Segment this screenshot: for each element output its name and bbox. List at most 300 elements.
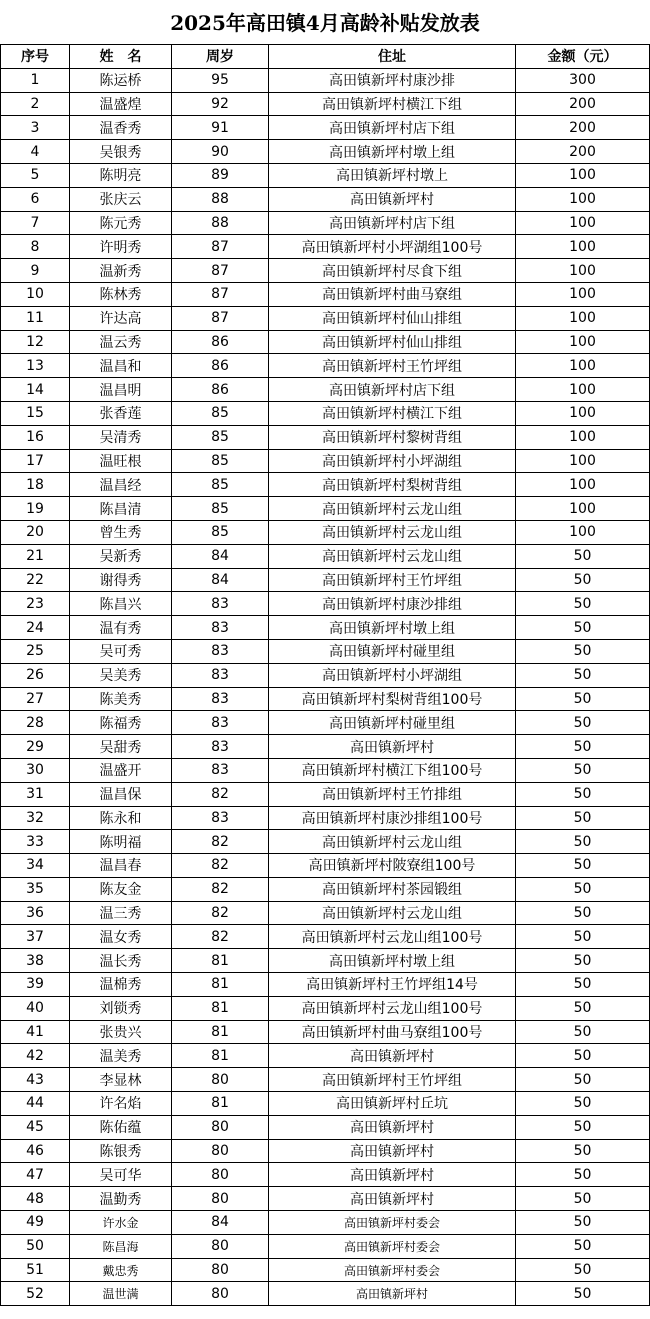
cell-amount: 100 [516,282,650,306]
header-amount: 金额（元） [516,45,650,69]
table-row [1,1092,650,1116]
cell-address: 高田镇新坪村委会 [269,1234,516,1258]
cell-age: 87 [172,306,269,330]
cell-serial: 8 [1,235,70,259]
cell-address: 高田镇新坪村王竹坪组14号 [269,973,516,997]
cell-amount: 50 [516,711,650,735]
cell-serial: 40 [1,996,70,1020]
cell-serial: 15 [1,401,70,425]
cell-address: 高田镇新坪村尽食下组 [269,259,516,283]
cell-amount: 100 [516,425,650,449]
cell-age: 83 [172,687,269,711]
table-row [1,401,650,425]
table-row [1,782,650,806]
cell-serial: 44 [1,1092,70,1116]
cell-name: 吴银秀 [70,140,172,164]
cell-age: 83 [172,758,269,782]
cell-serial: 14 [1,378,70,402]
cell-address: 高田镇新坪村 [269,1139,516,1163]
table-row [1,1139,650,1163]
cell-serial: 35 [1,877,70,901]
cell-age: 81 [172,1044,269,1068]
table-row [1,568,650,592]
cell-serial: 51 [1,1258,70,1282]
table-row [1,187,650,211]
cell-name: 陈运桥 [70,68,172,92]
cell-serial: 47 [1,1163,70,1187]
cell-name: 温昌保 [70,782,172,806]
cell-serial: 50 [1,1234,70,1258]
cell-amount: 50 [516,901,650,925]
cell-age: 86 [172,330,269,354]
cell-name: 戴忠秀 [70,1258,172,1282]
cell-amount: 50 [516,616,650,640]
table-row [1,520,650,544]
table-row [1,497,650,521]
table-row [1,140,650,164]
cell-name: 许达高 [70,306,172,330]
cell-address: 高田镇新坪村店下组 [269,211,516,235]
table-row [1,735,650,759]
cell-address: 高田镇新坪村墩上组 [269,949,516,973]
cell-age: 90 [172,140,269,164]
header-address: 住址 [269,45,516,69]
cell-name: 温美秀 [70,1044,172,1068]
cell-age: 80 [172,1258,269,1282]
cell-amount: 50 [516,639,650,663]
cell-address: 高田镇新坪村墩上 [269,163,516,187]
table-row [1,1115,650,1139]
cell-amount: 50 [516,1211,650,1235]
table-row [1,544,650,568]
cell-age: 92 [172,92,269,116]
cell-address: 高田镇新坪村王竹排组 [269,782,516,806]
table-row [1,758,650,782]
table-body [1,68,650,1305]
cell-age: 80 [172,1163,269,1187]
table-row [1,996,650,1020]
cell-name: 温香秀 [70,116,172,140]
cell-name: 刘锁秀 [70,996,172,1020]
cell-serial: 46 [1,1139,70,1163]
cell-age: 85 [172,520,269,544]
cell-serial: 6 [1,187,70,211]
cell-amount: 50 [516,1068,650,1092]
table-row [1,330,650,354]
cell-name: 张香莲 [70,401,172,425]
table-row [1,1187,650,1211]
cell-age: 83 [172,639,269,663]
cell-address: 高田镇新坪村曲马寮组 [269,282,516,306]
cell-age: 84 [172,544,269,568]
table-row [1,259,650,283]
table-row [1,425,650,449]
table-row [1,711,650,735]
cell-amount: 50 [516,782,650,806]
cell-address: 高田镇新坪村 [269,1044,516,1068]
cell-amount: 200 [516,116,650,140]
cell-amount: 100 [516,473,650,497]
cell-amount: 100 [516,235,650,259]
cell-amount: 100 [516,401,650,425]
cell-name: 陈美秀 [70,687,172,711]
cell-name: 陈林秀 [70,282,172,306]
cell-serial: 29 [1,735,70,759]
cell-address: 高田镇新坪村曲马寮组100号 [269,1020,516,1044]
cell-name: 温云秀 [70,330,172,354]
cell-amount: 50 [516,735,650,759]
cell-address: 高田镇新坪村 [269,187,516,211]
cell-serial: 22 [1,568,70,592]
cell-serial: 3 [1,116,70,140]
cell-serial: 10 [1,282,70,306]
cell-serial: 39 [1,973,70,997]
table-row [1,1163,650,1187]
cell-serial: 25 [1,639,70,663]
table-row [1,282,650,306]
cell-age: 80 [172,1282,269,1306]
header-serial: 序号 [1,45,70,69]
cell-amount: 50 [516,973,650,997]
table-row [1,1234,650,1258]
cell-name: 曾生秀 [70,520,172,544]
cell-age: 82 [172,854,269,878]
table-row [1,235,650,259]
cell-serial: 17 [1,449,70,473]
cell-address: 高田镇新坪村 [269,1187,516,1211]
table-row [1,854,650,878]
table-row [1,306,650,330]
cell-age: 86 [172,354,269,378]
cell-age: 84 [172,1211,269,1235]
cell-age: 88 [172,187,269,211]
table-header-row [1,45,650,69]
table-row [1,806,650,830]
cell-name: 陈佑蕴 [70,1115,172,1139]
cell-address: 高田镇新坪村店下组 [269,116,516,140]
table-row [1,354,650,378]
cell-amount: 50 [516,1258,650,1282]
cell-serial: 34 [1,854,70,878]
cell-amount: 50 [516,1163,650,1187]
cell-age: 80 [172,1187,269,1211]
cell-address: 高田镇新坪村仙山排组 [269,330,516,354]
cell-age: 83 [172,806,269,830]
cell-serial: 26 [1,663,70,687]
table-row [1,92,650,116]
cell-age: 80 [172,1115,269,1139]
cell-age: 81 [172,996,269,1020]
cell-age: 86 [172,378,269,402]
cell-address: 高田镇新坪村云龙山组 [269,830,516,854]
cell-name: 温昌春 [70,854,172,878]
cell-amount: 100 [516,520,650,544]
table-row [1,830,650,854]
cell-address: 高田镇新坪村 [269,1163,516,1187]
cell-age: 83 [172,663,269,687]
table-row [1,592,650,616]
table-row [1,687,650,711]
cell-amount: 50 [516,1282,650,1306]
cell-name: 温盛开 [70,758,172,782]
cell-serial: 31 [1,782,70,806]
cell-serial: 38 [1,949,70,973]
cell-address: 高田镇新坪村王竹坪组 [269,568,516,592]
cell-serial: 7 [1,211,70,235]
cell-amount: 50 [516,1234,650,1258]
cell-age: 91 [172,116,269,140]
cell-age: 84 [172,568,269,592]
cell-address: 高田镇新坪村梨树背组100号 [269,687,516,711]
cell-address: 高田镇新坪村委会 [269,1211,516,1235]
table-row [1,639,650,663]
cell-name: 陈昌清 [70,497,172,521]
cell-amount: 50 [516,854,650,878]
cell-age: 81 [172,949,269,973]
table-row [1,1282,650,1306]
table-row [1,1258,650,1282]
cell-age: 89 [172,163,269,187]
cell-name: 李显林 [70,1068,172,1092]
cell-address: 高田镇新坪村云龙山组100号 [269,996,516,1020]
cell-age: 85 [172,473,269,497]
cell-amount: 50 [516,592,650,616]
cell-serial: 5 [1,163,70,187]
cell-name: 吴美秀 [70,663,172,687]
cell-name: 谢得秀 [70,568,172,592]
cell-name: 温三秀 [70,901,172,925]
cell-age: 87 [172,259,269,283]
cell-serial: 23 [1,592,70,616]
cell-serial: 1 [1,68,70,92]
cell-name: 陈昌兴 [70,592,172,616]
cell-age: 82 [172,830,269,854]
cell-name: 温昌和 [70,354,172,378]
cell-age: 85 [172,401,269,425]
table-row [1,901,650,925]
cell-amount: 50 [516,877,650,901]
cell-age: 80 [172,1068,269,1092]
subsidy-table [0,44,650,1306]
cell-age: 83 [172,711,269,735]
cell-address: 高田镇新坪村横江下组 [269,92,516,116]
cell-address: 高田镇新坪村店下组 [269,378,516,402]
cell-name: 温世满 [70,1282,172,1306]
cell-amount: 50 [516,687,650,711]
cell-serial: 42 [1,1044,70,1068]
cell-amount: 50 [516,1139,650,1163]
cell-amount: 50 [516,1187,650,1211]
table-row [1,1068,650,1092]
cell-name: 陈友金 [70,877,172,901]
cell-amount: 50 [516,806,650,830]
cell-name: 张贵兴 [70,1020,172,1044]
cell-address: 高田镇新坪村云龙山组 [269,901,516,925]
cell-serial: 4 [1,140,70,164]
cell-serial: 41 [1,1020,70,1044]
cell-age: 95 [172,68,269,92]
cell-age: 87 [172,282,269,306]
cell-amount: 50 [516,758,650,782]
cell-amount: 100 [516,259,650,283]
table-row [1,1044,650,1068]
table-row [1,163,650,187]
cell-name: 陈明福 [70,830,172,854]
cell-serial: 32 [1,806,70,830]
cell-address: 高田镇新坪村墩上组 [269,140,516,164]
cell-age: 81 [172,1092,269,1116]
cell-serial: 11 [1,306,70,330]
cell-amount: 50 [516,1044,650,1068]
cell-address: 高田镇新坪村碰里组 [269,639,516,663]
cell-address: 高田镇新坪村碰里组 [269,711,516,735]
cell-amount: 50 [516,1115,650,1139]
cell-name: 许明秀 [70,235,172,259]
table-row [1,973,650,997]
cell-amount: 100 [516,378,650,402]
cell-amount: 100 [516,187,650,211]
cell-address: 高田镇新坪村云龙山组 [269,544,516,568]
cell-address: 高田镇新坪村小坪湖组 [269,663,516,687]
header-name: 姓 名 [70,45,172,69]
cell-name: 温长秀 [70,949,172,973]
cell-serial: 45 [1,1115,70,1139]
cell-address: 高田镇新坪村横江下组 [269,401,516,425]
cell-amount: 200 [516,92,650,116]
cell-name: 温勤秀 [70,1187,172,1211]
table-row [1,925,650,949]
cell-serial: 49 [1,1211,70,1235]
cell-amount: 100 [516,497,650,521]
cell-age: 85 [172,497,269,521]
cell-address: 高田镇新坪村 [269,735,516,759]
table-row [1,116,650,140]
cell-address: 高田镇新坪村王竹坪组 [269,354,516,378]
cell-age: 85 [172,425,269,449]
cell-address: 高田镇新坪村丘坑 [269,1092,516,1116]
cell-address: 高田镇新坪村横江下组100号 [269,758,516,782]
cell-address: 高田镇新坪村康沙排组100号 [269,806,516,830]
cell-serial: 36 [1,901,70,925]
cell-serial: 27 [1,687,70,711]
cell-amount: 300 [516,68,650,92]
cell-address: 高田镇新坪村云龙山组100号 [269,925,516,949]
cell-amount: 50 [516,925,650,949]
cell-address: 高田镇新坪村委会 [269,1258,516,1282]
table-row [1,1020,650,1044]
cell-amount: 50 [516,1020,650,1044]
cell-age: 82 [172,782,269,806]
cell-age: 83 [172,616,269,640]
cell-serial: 2 [1,92,70,116]
cell-age: 82 [172,901,269,925]
cell-name: 吴新秀 [70,544,172,568]
header-age: 周岁 [172,45,269,69]
cell-name: 温棉秀 [70,973,172,997]
cell-serial: 33 [1,830,70,854]
cell-address: 高田镇新坪村仙山排组 [269,306,516,330]
cell-serial: 52 [1,1282,70,1306]
table-row [1,616,650,640]
cell-age: 87 [172,235,269,259]
cell-amount: 50 [516,544,650,568]
cell-age: 81 [172,973,269,997]
cell-serial: 48 [1,1187,70,1211]
cell-name: 温女秀 [70,925,172,949]
cell-amount: 200 [516,140,650,164]
cell-amount: 100 [516,163,650,187]
cell-serial: 9 [1,259,70,283]
table-row [1,1211,650,1235]
cell-name: 温新秀 [70,259,172,283]
cell-address: 高田镇新坪村康沙排 [269,68,516,92]
cell-address: 高田镇新坪村云龙山组 [269,520,516,544]
cell-serial: 24 [1,616,70,640]
cell-address: 高田镇新坪村王竹坪组 [269,1068,516,1092]
cell-name: 陈元秀 [70,211,172,235]
table-row [1,663,650,687]
cell-name: 吴甜秀 [70,735,172,759]
cell-name: 陈永和 [70,806,172,830]
cell-name: 张庆云 [70,187,172,211]
cell-name: 陈银秀 [70,1139,172,1163]
cell-amount: 100 [516,354,650,378]
table-row [1,449,650,473]
cell-age: 81 [172,1020,269,1044]
cell-serial: 43 [1,1068,70,1092]
cell-address: 高田镇新坪村黎树背组 [269,425,516,449]
cell-amount: 50 [516,663,650,687]
cell-serial: 20 [1,520,70,544]
cell-address: 高田镇新坪村康沙排组 [269,592,516,616]
cell-serial: 28 [1,711,70,735]
cell-serial: 37 [1,925,70,949]
table-row [1,877,650,901]
cell-age: 80 [172,1234,269,1258]
cell-serial: 19 [1,497,70,521]
cell-serial: 13 [1,354,70,378]
cell-address: 高田镇新坪村陂寮组100号 [269,854,516,878]
cell-name: 陈福秀 [70,711,172,735]
cell-name: 吴可华 [70,1163,172,1187]
cell-age: 80 [172,1139,269,1163]
table-row [1,68,650,92]
table-row [1,473,650,497]
cell-serial: 16 [1,425,70,449]
cell-amount: 100 [516,449,650,473]
cell-address: 高田镇新坪村 [269,1115,516,1139]
cell-amount: 50 [516,949,650,973]
cell-name: 陈昌海 [70,1234,172,1258]
cell-serial: 21 [1,544,70,568]
cell-amount: 50 [516,1092,650,1116]
cell-address: 高田镇新坪村 [269,1282,516,1306]
cell-address: 高田镇新坪村小坪湖组100号 [269,235,516,259]
cell-age: 88 [172,211,269,235]
cell-name: 吴可秀 [70,639,172,663]
cell-age: 83 [172,592,269,616]
cell-name: 许水金 [70,1211,172,1235]
cell-amount: 100 [516,306,650,330]
cell-amount: 50 [516,996,650,1020]
cell-serial: 18 [1,473,70,497]
table-row [1,949,650,973]
table-row [1,211,650,235]
cell-address: 高田镇新坪村墩上组 [269,616,516,640]
cell-address: 高田镇新坪村茶园锻组 [269,877,516,901]
cell-address: 高田镇新坪村云龙山组 [269,497,516,521]
cell-address: 高田镇新坪村小坪湖组 [269,449,516,473]
